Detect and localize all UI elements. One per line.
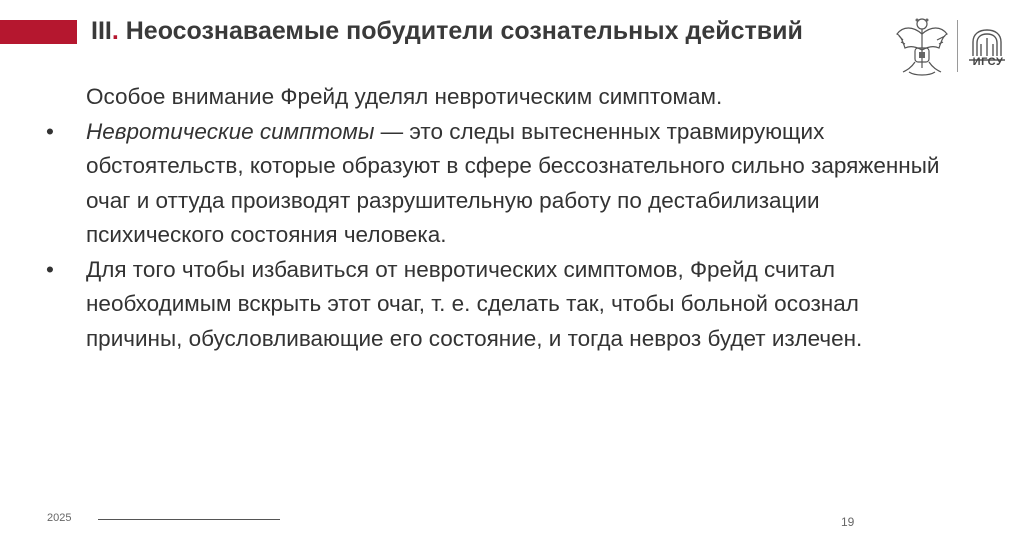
bullet-text: — это следы вытесненных травмирующих обстоятельств, которые образуют в сфере бессознательного сильно заряженный очаг и оттуда производят разрушительную работу по дестабилизации психического состояния человека. <box>86 118 940 247</box>
title-accent-bar <box>0 20 77 44</box>
footer-divider <box>98 519 280 520</box>
title-dot: . <box>111 17 119 45</box>
footer-year: 2025 <box>47 512 72 524</box>
bullet-marker: • <box>46 256 54 282</box>
bullet-marker: • <box>46 118 54 144</box>
bullet-emphasis: Невротические симптомы <box>86 118 375 144</box>
logo-divider <box>957 20 958 72</box>
slide-title <box>91 14 803 48</box>
bullet-text: Для того чтобы избавиться от невротических симптомов, Фрейд считал необходимым вскрыть этот очаг, т. е. сделать так, чтобы больной осознал причины, обусловливающие его состояние, и тогда невроз будет излечен. <box>86 256 863 351</box>
bullet-item <box>46 253 946 357</box>
title-numeral: III <box>91 17 112 45</box>
intro-paragraph: Особое внимание Фрейд уделял невротическим симптомам. <box>86 84 723 109</box>
title-text: Неосознаваемые побудители сознательных действий <box>118 17 803 45</box>
eagle-emblem-icon <box>893 12 951 80</box>
page-number: 19 <box>841 515 855 529</box>
igsu-logo-text: ИГСУ <box>972 56 1004 68</box>
bullet-item <box>46 115 946 253</box>
slide-content <box>46 80 946 356</box>
